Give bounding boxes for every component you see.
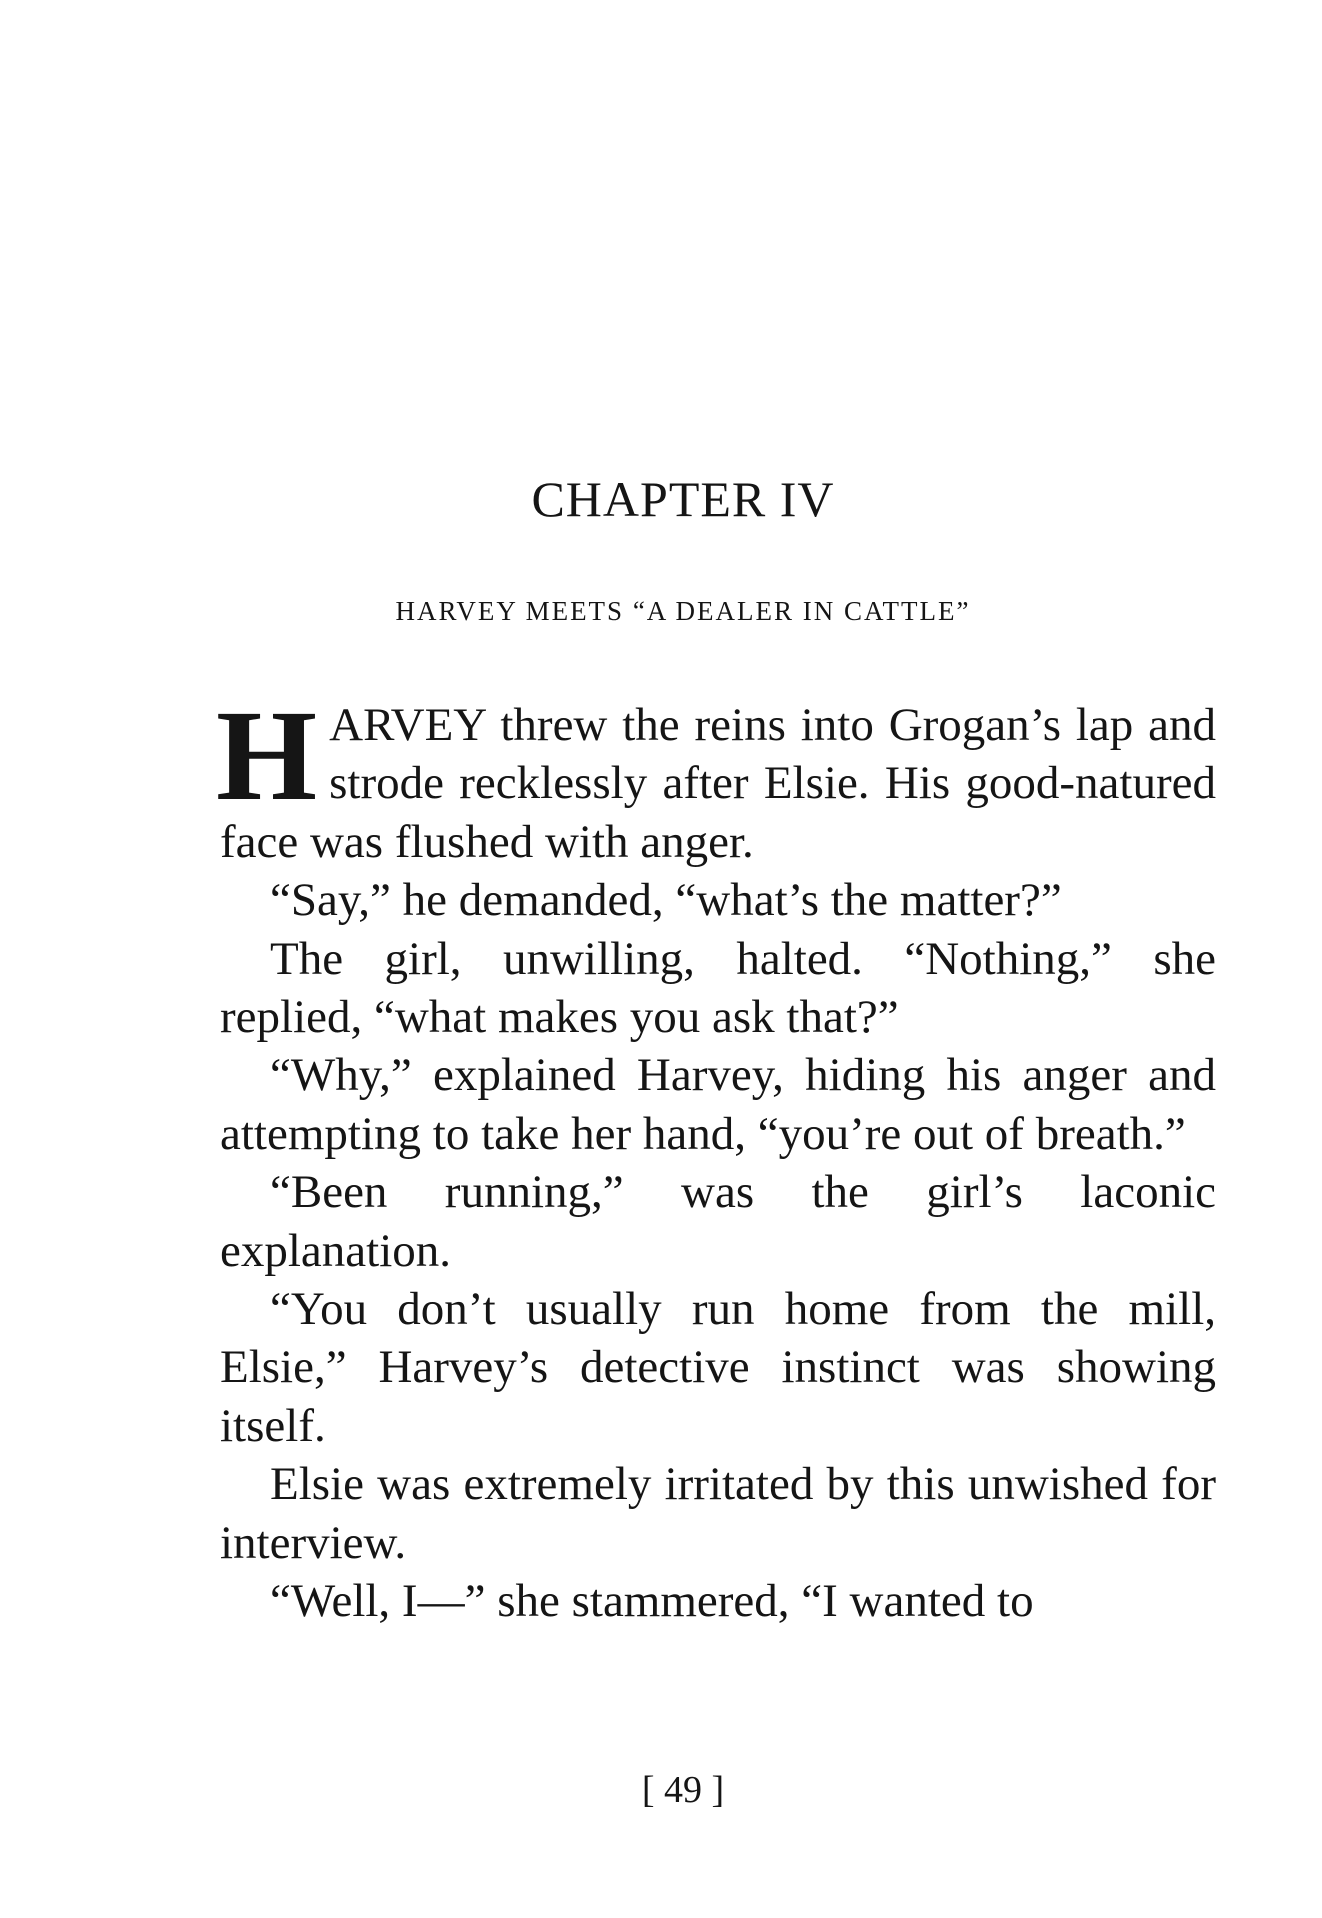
paragraph-1-text: ARVEY threw the reins into Grogan’s lap and strode recklessly after Elsie. His good-natured face was flushed with anger. (220, 699, 1216, 868)
paragraph-1 (216, 684, 1216, 871)
paragraph-4: “Why,” explained Harvey, hiding his anger and attempting to take her hand, “you’re out of breath.” (220, 1049, 1216, 1160)
chapter-body (216, 684, 1216, 1631)
paragraph-7: Elsie was extremely irritated by this unwished for interview. (220, 1458, 1216, 1569)
paragraph-6: “You don’t usually run home from the mill, Elsie,” Harvey’s detective instinct was showing itself. (220, 1283, 1216, 1452)
chapter-subtitle: HARVEY MEETS “A DEALER IN CATTLE” (395, 596, 971, 626)
paragraph-5: “Been running,” was the girl’s laconic explanation. (220, 1166, 1216, 1277)
page-number: [ 49 ] (641, 1769, 725, 1811)
drop-cap: H (216, 684, 318, 828)
paragraph-3: The girl, unwilling, halted. “Nothing,” she replied, “what makes you ask that?” (220, 932, 1216, 1044)
chapter-title: CHAPTER IV (531, 471, 835, 527)
paragraph-2: “Say,” he demanded, “what’s the matter?” (270, 874, 1062, 927)
paragraph-8: “Well, I—” she stammered, “I wanted to (270, 1575, 1034, 1628)
